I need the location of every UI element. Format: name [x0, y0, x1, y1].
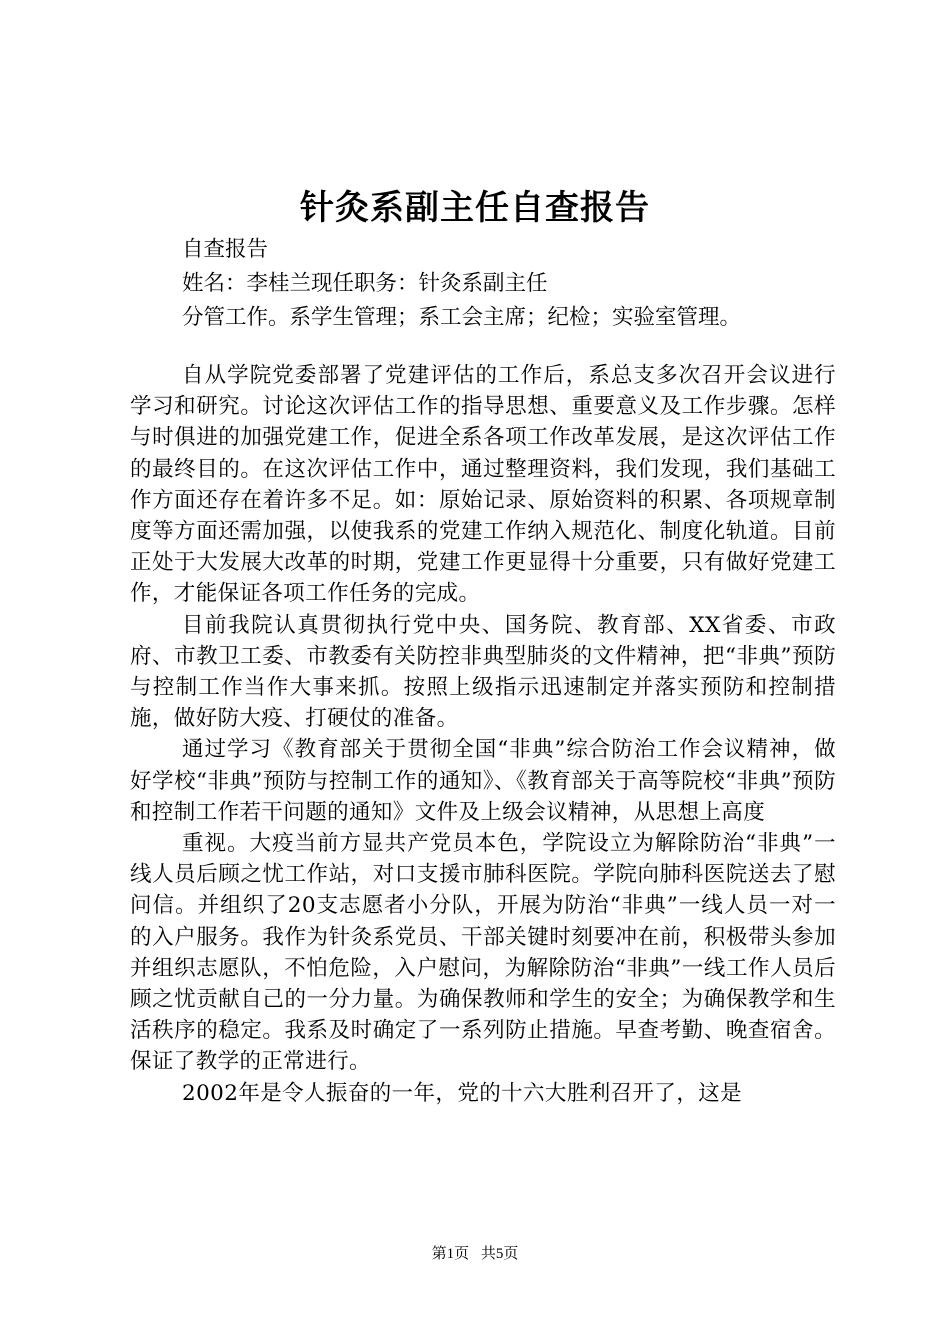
header-line-report: 自查报告 — [182, 237, 269, 262]
paragraph-5: 2002年是令人振奋的一年，党的十六大胜利召开了，这是 — [182, 1080, 743, 1106]
page-number: 第1页 — [431, 1246, 470, 1262]
document-title: 针灸系副主任自查报告 — [300, 188, 650, 228]
paragraph-2: 目前我院认真贯彻执行党中央、国务院、教育部、XX省委、市政府、市教卫工委、市教委有关防控非典型肺炎的文件精神，把“非典”预防与控制工作当作大事来抓。按照上级指示迅速制定并落实预防和控制措施，做好防大疫、打硬仗的准备。 — [130, 612, 836, 732]
header-line-name-position: 姓名：李桂兰现任职务：针灸系副主任 — [182, 271, 548, 296]
document-body — [130, 360, 836, 1109]
header-block — [130, 233, 860, 335]
paragraph-4: 重视。大疫当前方显共产党员本色，学院设立为解除防治“非典”一线人员后顾之忧工作站，对口支援市肺科医院。学院向肺科医院送去了慰问信。并组织了20支志愿者小分队，开展为防治“非典”一线人员一对一的入户服务。我作为针灸系党员、干部关键时刻要冲在前，积极带头参加并组织志愿队，不怕危险，入户慰问，为解除防治“非典”一线工作人员后顾之忧贡献自己的一分力量。为确保教师和学生的安全；为确保教学和生活秩序的稳定。我系及时确定了一系列防止措施。早查考勤、晚查宿舍。保证了教学的正常进行。 — [130, 831, 836, 1075]
page-total: 共5页 — [480, 1246, 519, 1262]
paragraph-1: 自从学院党委部署了党建评估的工作后，系总支多次召开会议进行学习和研究。讨论这次评估工作的指导思想、重要意义及工作步骤。怎样与时俱进的加强党建工作，促进全系各项工作改革发展，是这次评估工作的最终目的。在这次评估工作中，通过整理资料，我们发现，我们基础工作方面还存在着许多不足。如：原始记录、原始资料的积累、各项规章制度等方面还需加强，以使我系的党建工作纳入规范化、制度化轨道。目前正处于大发展大改革的时期，党建工作更显得十分重要，只有做好党建工作，才能保证各项工作任务的完成。 — [130, 363, 836, 607]
header-line-responsibilities: 分管工作。系学生管理；系工会主席；纪检；实验室管理。 — [182, 305, 742, 330]
paragraph-3: 通过学习《教育部关于贯彻全国“非典”综合防治工作会议精神，做好学校“非典”预防与控制工作的通知》、《教育部关于高等院校“非典”预防和控制工作若干问题的通知》文件及上级会议精神，从思想上高度 — [130, 737, 836, 825]
page-footer — [0, 1244, 950, 1264]
